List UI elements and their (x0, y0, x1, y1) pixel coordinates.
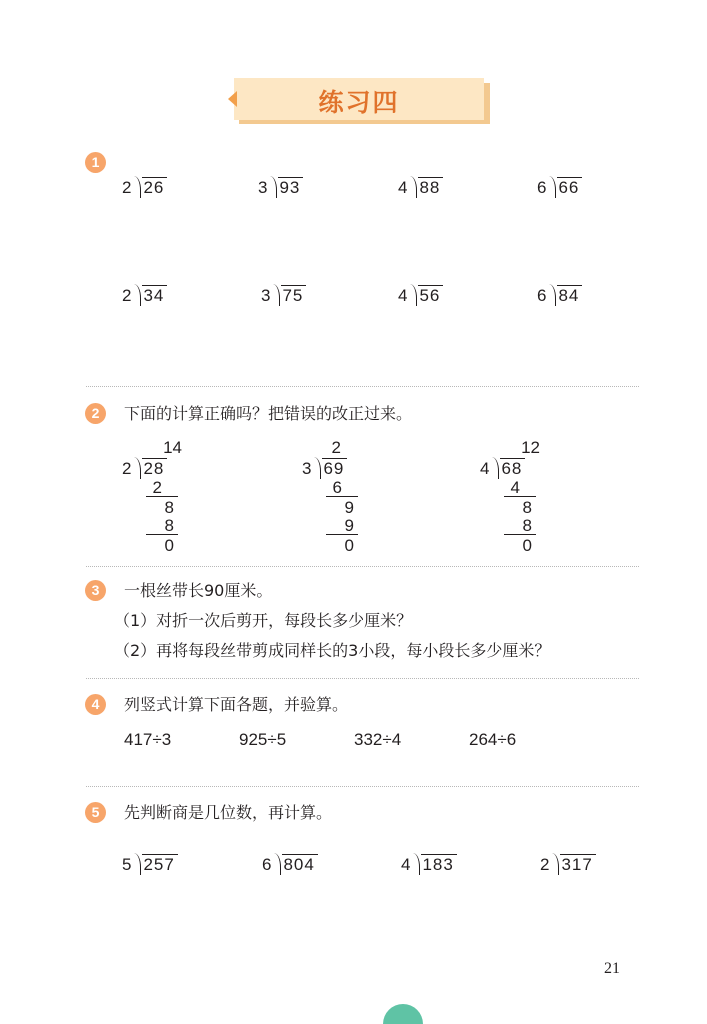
division-bracket (134, 284, 141, 306)
division-bracket (134, 176, 141, 198)
worked-division (110, 438, 200, 558)
divisor: 2 (122, 286, 132, 305)
title-banner (228, 78, 490, 124)
division-bracket (410, 176, 417, 198)
divisor: 4 (480, 459, 490, 478)
division-line (480, 455, 525, 479)
division-bracket (549, 176, 556, 198)
division-problem (258, 174, 303, 198)
division-problem (537, 174, 582, 198)
section-divider (86, 678, 639, 679)
decorative-arc (383, 1004, 423, 1024)
section-divider (86, 786, 639, 787)
quotient: 2 (331, 438, 341, 457)
dividend: 804 (282, 854, 317, 875)
exercise-number-1: 1 (85, 152, 106, 173)
calculation-item: 264÷6 (469, 730, 517, 749)
dividend: 56 (418, 285, 443, 306)
dividend: 88 (418, 177, 443, 198)
exercise-number-3: 3 (85, 580, 106, 601)
calculation-item: 332÷4 (354, 730, 402, 749)
divisor: 6 (537, 286, 547, 305)
dividend: 75 (281, 285, 306, 306)
remainder: 0 (522, 536, 532, 555)
division-bracket (552, 853, 559, 875)
exercise-2-prompt: 下面的计算正确吗？把错误的改正过来。 (124, 404, 413, 423)
divisor: 3 (302, 459, 312, 478)
dividend: 183 (421, 854, 456, 875)
calculation-item: 417÷3 (124, 730, 172, 749)
division-problem (398, 282, 443, 306)
division-problem (122, 851, 178, 875)
exercise-3-prompt: 一根丝带长90厘米。 (124, 581, 273, 600)
division-bracket (270, 176, 277, 198)
divisor: 5 (122, 855, 132, 874)
division-problem (261, 282, 306, 306)
subtract-value: 8 (164, 516, 174, 535)
divisor: 6 (262, 855, 272, 874)
remainder: 0 (164, 536, 174, 555)
divisor: 2 (540, 855, 550, 874)
subtraction-line (326, 496, 358, 497)
subtract-value: 9 (344, 516, 354, 535)
bring-down-value: 8 (164, 498, 174, 517)
divisor: 4 (398, 286, 408, 305)
divisor: 4 (398, 178, 408, 197)
dividend: 257 (142, 854, 177, 875)
exercise-number-4: 4 (85, 694, 106, 715)
division-bracket (273, 284, 280, 306)
division-line (302, 455, 347, 479)
division-bracket (413, 853, 420, 875)
divisor: 3 (261, 286, 271, 305)
exercise-4-prompt: 列竖式计算下面各题，并验算。 (124, 695, 349, 714)
page-number: 21 (604, 960, 620, 977)
exercise-3-question-2: （2）再将每段丝带剪成同样长的3小段，每小段长多少厘米？ (114, 641, 551, 660)
subtract-value: 8 (522, 516, 532, 535)
subtract-value: 2 (152, 478, 162, 497)
division-problem (398, 174, 443, 198)
subtraction-line (504, 534, 536, 535)
divisor: 6 (537, 178, 547, 197)
division-bracket (274, 853, 281, 875)
divisor: 2 (122, 178, 132, 197)
division-problem (540, 851, 596, 875)
exercise-number-2: 2 (85, 403, 106, 424)
subtraction-line (326, 534, 358, 535)
division-problem (122, 174, 167, 198)
divisor: 3 (258, 178, 268, 197)
remainder: 0 (344, 536, 354, 555)
dividend: 93 (278, 177, 303, 198)
subtract-value: 4 (510, 478, 520, 497)
dividend: 69 (322, 458, 347, 479)
worked-division (290, 438, 380, 558)
bring-down-value: 8 (522, 498, 532, 517)
dividend: 84 (557, 285, 582, 306)
dividend: 68 (500, 458, 525, 479)
division-bracket (134, 457, 141, 479)
dividend: 28 (142, 458, 167, 479)
exercise-5-prompt: 先判断商是几位数，再计算。 (124, 803, 333, 822)
dividend: 34 (142, 285, 167, 306)
division-line (122, 455, 167, 479)
subtract-value: 6 (332, 478, 342, 497)
division-bracket (314, 457, 321, 479)
section-divider (86, 386, 639, 387)
subtraction-line (504, 496, 536, 497)
bring-down-value: 9 (344, 498, 354, 517)
dividend: 26 (142, 177, 167, 198)
quotient: 14 (163, 438, 182, 457)
division-bracket (549, 284, 556, 306)
subtraction-line (146, 496, 178, 497)
dividend: 66 (557, 177, 582, 198)
division-problem (122, 282, 167, 306)
division-problem (537, 282, 582, 306)
exercise-3-question-1: （1）对折一次后剪开，每段长多少厘米？ (114, 611, 413, 630)
division-bracket (134, 853, 141, 875)
divisor: 4 (401, 855, 411, 874)
division-bracket (410, 284, 417, 306)
worked-division (468, 438, 558, 558)
subtraction-line (146, 534, 178, 535)
divisor: 2 (122, 459, 132, 478)
calculation-item: 925÷5 (239, 730, 287, 749)
exercise-number-5: 5 (85, 802, 106, 823)
page-title: 练习四 (318, 88, 400, 117)
section-divider (86, 566, 639, 567)
division-bracket (492, 457, 499, 479)
division-problem (401, 851, 457, 875)
quotient: 12 (521, 438, 540, 457)
division-problem (262, 851, 318, 875)
dividend: 317 (560, 854, 595, 875)
